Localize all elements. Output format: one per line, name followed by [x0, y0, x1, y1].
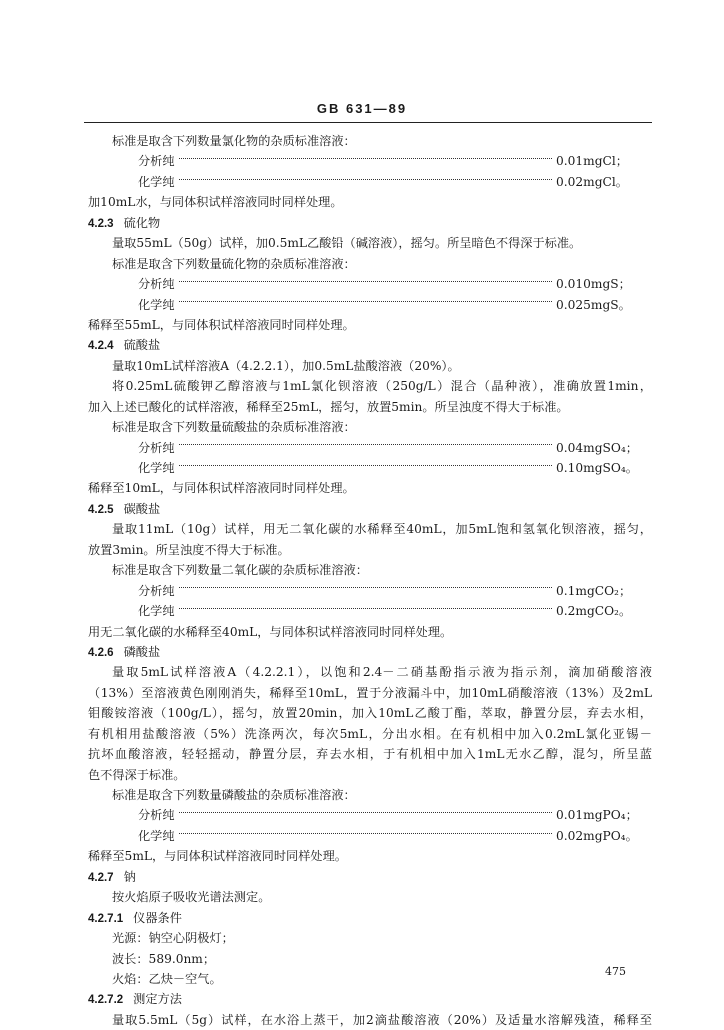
text-line: （13%）至溶液黄色刚刚消失，稀释至10mL，置于分液漏斗中，加10mL硝酸溶液（13%）及2mL [88, 685, 652, 700]
section-heading [88, 335, 652, 355]
limit-value: 0.010mgS； [556, 277, 631, 292]
section-heading [88, 908, 652, 928]
section-number: 4.2.7 [88, 871, 114, 884]
section-number: 4.2.6 [88, 646, 114, 659]
dot-leader [179, 444, 552, 445]
dot-leader [179, 812, 552, 813]
text-line: 光源：钠空心阴极灯； [112, 931, 234, 946]
grade-label: 分析纯 [138, 440, 175, 455]
text-line: 量取5.5mL（5g）试样，在水浴上蒸干，加2滴盐酸溶液（20%）及适量水溶解残渣，稀释至 [112, 1012, 652, 1027]
section-title: 钠 [123, 869, 136, 884]
spec-line [88, 581, 652, 601]
section-title: 硫酸盐 [123, 338, 161, 353]
spec-line [88, 826, 652, 846]
grade-label: 化学纯 [138, 174, 175, 189]
spec-line [88, 601, 652, 621]
dot-leader [179, 833, 552, 834]
text-line: 抗坏血酸溶液，轻轻摇动，静置分层，弃去水相，于有机相中加入1mL无水乙醇，混匀，所呈蓝 [88, 747, 652, 762]
document-body [88, 131, 652, 1030]
section-heading [88, 642, 652, 662]
text-line: 标准是取含下列数量磷酸盐的杂质标准溶液： [112, 788, 356, 802]
limit-value: 0.01mgPO₄； [556, 808, 638, 823]
standard-code-header: GB 631—89 [316, 101, 408, 116]
limit-value: 0.1mgCO₂； [556, 583, 632, 598]
dot-leader [179, 608, 552, 609]
spec-line [88, 458, 652, 478]
dot-leader [179, 301, 552, 302]
text-line: 量取10mL试样溶液A（4.2.2.1），加0.5mL盐酸溶液（20%）。 [112, 358, 460, 373]
text-line: 有机相用盐酸溶液（5%）洗涤两次，每次5mL，分出水相。在有机相中加入0.2mL氯化亚锡－ [88, 726, 652, 741]
text-line: 稀释至5mL，与同体积试样溶液同时同样处理。 [88, 849, 347, 864]
section-heading [88, 989, 652, 1009]
grade-label: 分析纯 [138, 583, 175, 598]
text-line: 火焰：乙炔－空气。 [112, 971, 222, 986]
section-title: 磷酸盐 [123, 644, 161, 659]
text-line: 量取5mL试样溶液A（4.2.2.1），以饱和2.4－二硝基酚指示液为指示剂，滴加硝酸溶液 [112, 665, 652, 680]
section-number: 4.2.3 [88, 217, 114, 230]
section-title: 仪器条件 [133, 910, 182, 925]
grade-label: 分析纯 [138, 154, 175, 169]
page-number: 475 [605, 965, 626, 978]
dot-leader [179, 465, 552, 466]
limit-value: 0.02mgPO₄。 [556, 828, 638, 843]
header-rule [84, 122, 652, 123]
dot-leader [179, 281, 552, 282]
spec-line [88, 805, 652, 825]
text-line: 标准是取含下列数量硫酸盐的杂质标准溶液： [112, 420, 356, 435]
text-line: 量取55mL（50g）试样，加0.5mL乙酸铅（碱溶液），摇匀。所呈暗色不得深于标准。 [112, 236, 582, 251]
section-title: 碳酸盐 [123, 501, 161, 516]
text-line: 用无二氧化碳的水稀释至40mL，与同体积试样溶液同时同样处理。 [88, 624, 453, 639]
dot-leader [179, 587, 552, 588]
text-line: 钼酸铵溶液（100g/L），摇匀，放置20min，加入10mL乙酸丁酯，萃取，静置分层，弃去水相， [88, 706, 652, 721]
text-line: 按火焰原子吸收光谱法测定。 [112, 890, 271, 905]
section-title: 硫化物 [123, 215, 161, 230]
text-line: 标准是取含下列数量氯化物的杂质标准溶液： [112, 134, 356, 148]
section-number: 4.2.7.1 [88, 912, 124, 925]
text-line: 加10mL水，与同体积试样溶液同时同样处理。 [88, 195, 343, 210]
text-line: 波长：589.0nm； [112, 951, 216, 966]
dot-leader [179, 158, 552, 159]
text-line: 稀释至55mL，与同体积试样溶液同时同样处理。 [88, 317, 355, 332]
spec-line [88, 274, 652, 294]
text-line: 标准是取含下列数量二氧化碳的杂质标准溶液： [112, 563, 368, 578]
section-number: 4.2.5 [88, 503, 114, 516]
spec-line [88, 151, 652, 171]
spec-line [88, 438, 652, 458]
spec-line [88, 172, 652, 192]
limit-value: 0.04mgSO₄； [556, 440, 638, 455]
text-line: 标准是取含下列数量硫化物的杂质标准溶液： [112, 256, 356, 271]
grade-label: 化学纯 [138, 828, 175, 843]
text-line: 稀释至10mL，与同体积试样溶液同时同样处理。 [88, 481, 355, 496]
text-line: 量取11mL（10g）试样，用无二氧化碳的水稀释至40mL，加5mL饱和氢氧化钡溶液，摇匀， [112, 522, 652, 537]
dot-leader [179, 179, 552, 180]
limit-value: 0.02mgCl。 [556, 174, 628, 189]
section-number: 4.2.4 [88, 340, 114, 353]
grade-label: 分析纯 [138, 808, 175, 823]
section-title: 测定方法 [133, 992, 182, 1007]
grade-label: 化学纯 [138, 461, 175, 475]
limit-value: 0.025mgS。 [556, 297, 631, 312]
section-heading [88, 867, 652, 887]
section-number: 4.2.7.2 [88, 994, 124, 1007]
spec-line [88, 295, 652, 315]
text-line: 加入上述已酸化的试样溶液，稀释至25mL，摇匀，放置5min。所呈浊度不得大于标准。 [88, 399, 569, 414]
grade-label: 分析纯 [138, 277, 175, 292]
section-heading [88, 499, 652, 519]
grade-label: 化学纯 [138, 297, 175, 312]
limit-value: 0.10mgSO₄。 [556, 461, 638, 475]
section-heading [88, 213, 652, 233]
text-line: 将0.25mL硫酸钾乙醇溶液与1mL氯化钡溶液（250g/L）混合（晶种液），准确放置1min， [112, 379, 652, 394]
text-line: 色不得深于标准。 [88, 767, 186, 782]
limit-value: 0.2mgCO₂。 [556, 604, 632, 619]
text-line: 放置3min。所呈浊度不得大于标准。 [88, 542, 290, 557]
limit-value: 0.01mgCl； [556, 154, 628, 169]
grade-label: 化学纯 [138, 604, 175, 619]
